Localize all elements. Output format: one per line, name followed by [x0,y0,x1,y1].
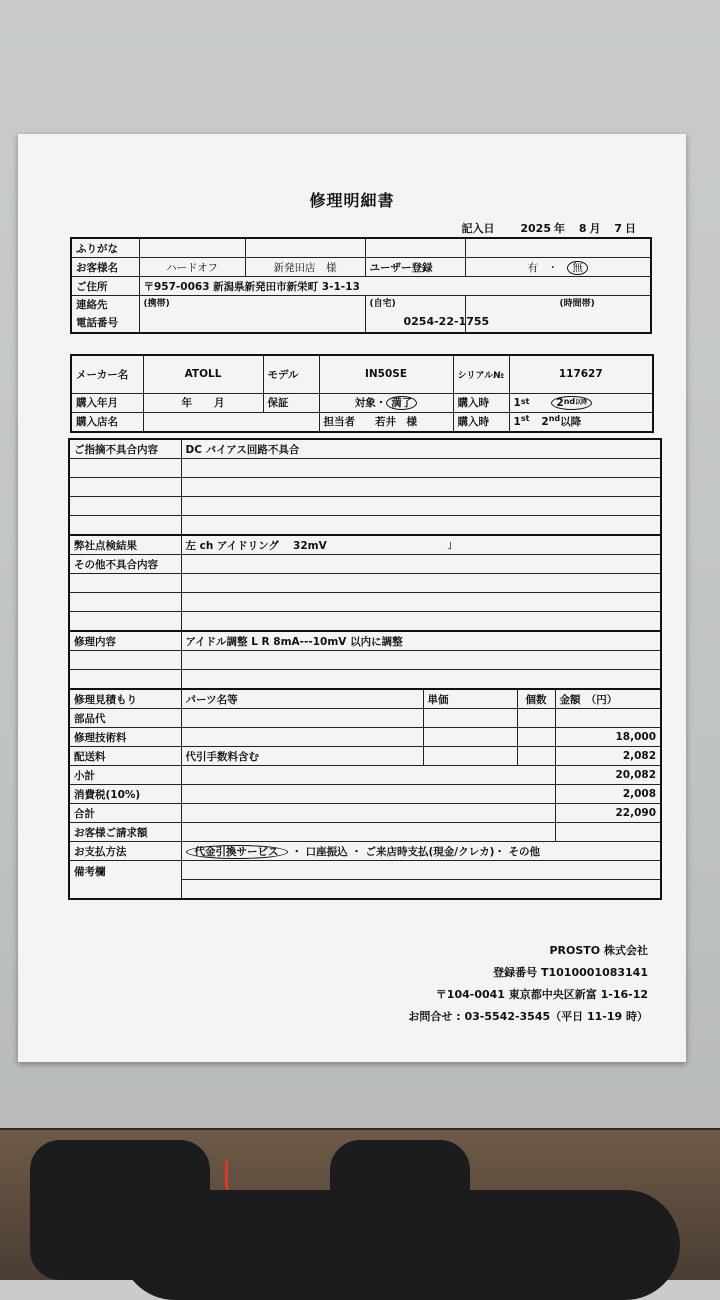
other-defects-label: その他不具合内容 [69,555,181,574]
serial-number: 117627 [509,355,653,393]
cod-circle: 代金引換サービス [186,845,288,859]
tax: 2,008 [555,785,661,804]
tech-fee-label: 修理技術料 [69,728,181,747]
user-registration-label: ユーザー登録 [365,258,465,277]
total-label: 合計 [69,804,181,823]
product-info-table [70,354,654,433]
staff-cell: 担当者 若井 様 [319,412,453,432]
estimate-label: 修理見積もり [69,689,181,709]
purchase-date-label: 購入年月 [71,393,143,412]
warranty-expired-circle: 満了 [386,396,417,410]
furigana-label: ふりがな [71,238,139,258]
billing-label: お客様ご請求額 [69,823,181,842]
col-parts: パーツ名等 [181,689,423,709]
document-title: 修理明細書 [309,191,395,210]
company-name: PROSTO 株式会社 [549,944,648,957]
maker-label: メーカー名 [71,355,143,393]
model-label: モデル [263,355,319,393]
serial-label: シリアル№ [453,355,509,393]
col-amount: 金額 （円） [555,689,661,709]
purchase-time-label-2: 購入時 [453,412,509,432]
customer-name-label: お客様名 [71,258,139,277]
address-label: ご住所 [71,277,139,296]
purchase-time-label: 購入時 [453,393,509,412]
company-contact: お問合せ : 03-5542-3545（平日 11-19 時） [408,1010,648,1023]
payment-method: 代金引換サービス ・ 口座振込 ・ ご来店時支払(現金/クレカ)・ その他 [181,842,661,861]
parts-cost-label: 部品代 [69,709,181,728]
mobile-phone: (携帯) [139,296,365,334]
purchase-time-value-2: 1st 2nd以降 [509,412,653,432]
home-phone-number: 0254-22-1755 [403,315,490,328]
warranty-value: 対象・ 満了 [319,393,453,412]
model: IN50SE [319,355,453,393]
shipping-label: 配送料 [69,747,181,766]
tax-label: 消費税(10%) [69,785,181,804]
warranty-label: 保証 [263,393,319,412]
repair-detail-table [68,438,662,900]
purchase-store-label: 購入店名 [71,412,143,432]
selected-no-circle: 無 [567,261,588,275]
company-address: 〒104-0041 東京都中央区新富 1-16-12 [435,988,648,1001]
remarks-label: 備考欄 [69,861,181,900]
complaint: DC バイアス回路不具合 [181,439,661,459]
inspection-label: 弊社点検結果 [69,535,181,555]
tech-fee-amount: 18,000 [555,728,661,747]
time-slot: 0254-22-1755 (時間帯) [465,296,651,334]
entry-date: 記入日 2025 年 8 月 7 日 [461,222,636,235]
subtotal-label: 小計 [69,766,181,785]
address: 〒957-0063 新潟県新発田市新栄町 3-1-13 [139,277,651,296]
col-unit-price: 単価 [423,689,517,709]
repair-statement-sheet [18,134,686,1062]
home-phone: (自宅) [365,296,465,334]
user-registration-value: 有 ・ 無 [465,258,651,277]
customer-info-table [70,237,652,334]
payment-label: お支払方法 [69,842,181,861]
repair-label: 修理内容 [69,631,181,651]
dark-object-foreground [120,1190,680,1300]
total: 22,090 [555,804,661,823]
registration-number: 登録番号 T1010001083141 [493,966,648,979]
contact-label: 連絡先 電話番号 [71,296,139,334]
complaint-label: ご指摘不具合内容 [69,439,181,459]
col-qty: 個数 [517,689,555,709]
customer-name: ハードオフ [139,258,245,277]
inspection-result: 左 ch アイドリング 32mV ˩ [181,535,661,555]
purchase-time-value: 1st $2^{nd以降}$ [509,393,653,412]
subtotal: 20,082 [555,766,661,785]
maker: ATOLL [143,355,263,393]
second-circle: $2^{nd以降}$ [551,396,592,410]
customer-store: 新発田店 様 [245,258,365,277]
shipping-note: 代引手数料含む [181,747,423,766]
purchase-date: 年 月 [143,393,263,412]
repair-content: アイドル調整 L R 8mA---10mV 以内に調整 [181,631,661,651]
shipping-amount: 2,082 [555,747,661,766]
